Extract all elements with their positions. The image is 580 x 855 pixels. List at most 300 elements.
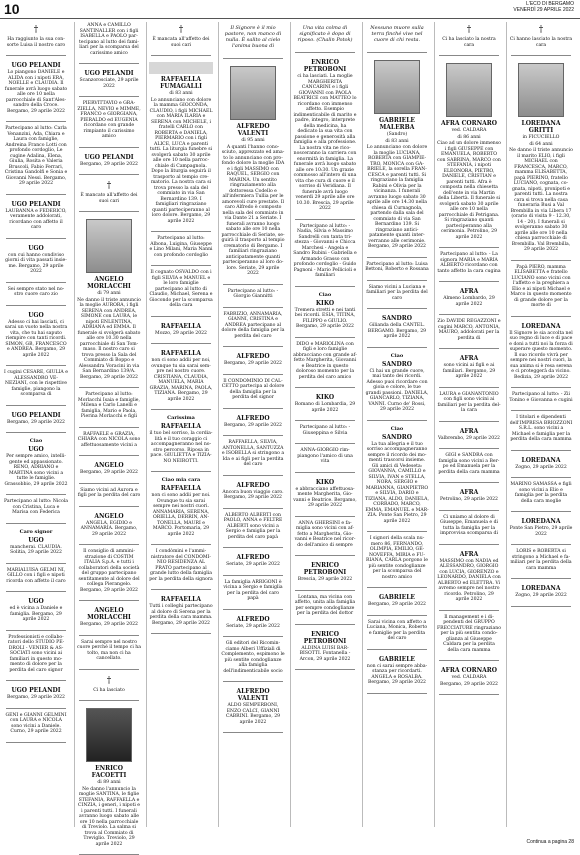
- divider: [79, 427, 139, 428]
- notice-text: ANNA e CAMILLO SANTINALLER con i figli ISABELLA e PAOLO partecipano al lutto dei familiari per la scomparsa del carissimo amico: [79, 23, 139, 56]
- divider: [79, 483, 139, 484]
- divider: [295, 337, 355, 338]
- obituary-notice: [507, 582, 575, 603]
- notice-text: ANNA-GIORGIO rimpiangono l'amico di una vita: [297, 448, 353, 464]
- obituary-notice: [219, 512, 287, 545]
- deceased-name: ANGELO MORLACCHI: [87, 276, 131, 290]
- obituary-notice: [291, 424, 359, 440]
- divider: [151, 55, 211, 56]
- obituary-notice: [291, 391, 359, 417]
- divider: [223, 307, 283, 308]
- obituary-notice: [2, 527, 70, 560]
- continue-label: Continua a pagina 28: [526, 839, 574, 845]
- obituary-notice: [147, 593, 215, 630]
- notice-text: Brescia, 29 aprile 2022: [297, 577, 353, 582]
- name-detail: di 95 anni: [241, 138, 265, 143]
- obituary-notice: [363, 312, 431, 344]
- salutation: Ciao mia cara: [161, 477, 201, 483]
- obituary-notice: [75, 22, 143, 60]
- divider: [151, 633, 211, 634]
- obituary-notice: [2, 125, 70, 191]
- notice-text: e abbracciano affettuosamente Margherita, Giovanni e Beatrice. Bergamo, 29 aprile 2022: [293, 486, 357, 508]
- cross-icon: †: [466, 25, 472, 35]
- deceased-name: UGO PELANDI: [11, 62, 61, 69]
- deceased-name: KIKO: [315, 299, 335, 307]
- deceased-name: ENRICO PETROBONI: [303, 59, 347, 73]
- age-detail: di 64 anni: [529, 141, 553, 147]
- divider: [295, 420, 355, 421]
- obituary-notice: [147, 413, 215, 468]
- column-1: [2, 22, 70, 827]
- notice-text: il tuo bel sorriso, la cordialità e il tuo coraggio ci accompagneranno nel nostro percorso. Riposa in pace. GIULIETTA e TIZIANO NEIROTTI.: [149, 431, 213, 464]
- notice-text: La tua allegria e il tuo sorriso accompagneranno sempre il ricordo dei momenti trascorsi insieme. Gli amici di Vedeseta: GIOVANNA, CAMILLO e SILVIA, IVAN e STELLA, NORA, SERGIO e MARIANNA, GIANPIETRO e SILVIA, DARIO e TIZIANA, ALDO, DANIELA, CORRADO, MARCO, EMMA, EMANUEL e MARZIA. Ponte San Pietro, 29 aprile 2022: [365, 441, 429, 524]
- deceased-name: ENRICO PETROBONI: [303, 562, 347, 576]
- notice-text: Seriate, 29 aprile 2022: [226, 623, 280, 629]
- cross-icon: †: [106, 675, 112, 686]
- notice-text: ci ha lasciati. La moglie MARGHERITA CANCARINI e i figli GIOVANNI con PAOLA BEATRICE con MATTEO lo ricordano con immenso affetto. Esempio indimenticabile di marito e padre, integro, interprete della medicina, ha dedicato la sua vita con passione e generosità alla famiglia e alla professione. La nostra vita ne riconosceranno la carriera con enormità in famiglia. La funerale avrà luogo sabato alle ore 10:30. Un grazie commosso all'intero di una vita che cura di cuore e il sorriso di Veridiana. Il funerale avrà luogo venerdì 29 aprile alle ore 10.30. Brescia, 29 aprile 2022: [293, 74, 357, 211]
- notice-text: ALDINA LUISI BARBISOTTI. Fontanella - Arcon, 29 aprile 2022: [299, 645, 351, 662]
- deceased-name: GABRIELE: [378, 594, 415, 601]
- notice-text: La famiglia ARRIGONI è vicina a Sergio e famiglia per la perdita del caro papà: [223, 579, 283, 601]
- notice-text: Bergamo, 29 aprile 2022: [79, 161, 138, 167]
- divider: [295, 669, 355, 670]
- deceased-name: AFRA: [459, 427, 479, 435]
- obituary-notice: [219, 288, 287, 304]
- obituary-notice: [147, 269, 215, 313]
- salutation: Ciao: [29, 438, 43, 444]
- obituary-notice: [291, 520, 359, 553]
- obituary-notice: [2, 409, 70, 430]
- notice-text: Zio DAVIDE REGAZZONI e cugini MARCO, ANTONIA, MAURO, addolorati per la perdita di: [437, 319, 501, 341]
- obituary-notice: [507, 391, 575, 407]
- notice-text: Lo annunciano con dolore la mamma GIOCONDA, CLAUDIO, i figli MICHAEL con MARIA ILARIA e SERENA con MICHELE, i fratelli CARLO con ROBERTA e DANIELA, PIERMARIO con i figli ALICE, LUCA e parenti tutti. La liturgia funebre si svolgerà sabato 30 aprile alle ore 10 nella parrocchiale di Campagnola. Dopo la liturgia seguirà il trasporto al tempio crematorio. La nostra cara si trova presso la sala del commiato in via San Bernardino 139. I famigliari ringraziano quanti parteciperanno al loro dolore. Bergamo, 29 aprile 2022: [149, 97, 213, 224]
- deceased-name: ALFREDO: [236, 481, 270, 489]
- divider: [295, 443, 355, 444]
- obituary-notice: [507, 59, 575, 257]
- divider: [439, 314, 499, 315]
- deceased-name: KIKO: [315, 478, 335, 486]
- obituary-notice: [75, 391, 143, 424]
- notice-text: Lontana, ma vicina con affetto, unita alla famiglia per sempre condoglianze per la perdita del dottor: [294, 594, 356, 616]
- obituary-notice: [219, 311, 287, 344]
- divider: [79, 147, 139, 148]
- divider: [79, 63, 139, 64]
- notice-text: È mancato all'affetto dei suoi cari: [80, 193, 138, 204]
- notice-text: Bergamo, 29 aprile 2022: [223, 422, 282, 428]
- divider: [295, 52, 355, 53]
- divider: [6, 742, 66, 743]
- divider: [223, 374, 283, 375]
- notice-text: con cui hanno condiviso giorni di vita passati insieme. Bergamo, 29 aprile 2022: [5, 252, 67, 274]
- obituary-notice: [75, 67, 143, 93]
- divider: [223, 732, 283, 733]
- obituary-notice: [2, 498, 70, 520]
- notice-text: Partecipano al lutto: - Nadia, Silvia e Massimo Sandrelli con tanta tristezza - Giovanni e Chicca Marchesi - Angela e Sandro Rubini - Gabriella e Armando Grasso con profondo cordoglio - Guido Pagnoni - Mario Pellicioli e familiari: [293, 223, 357, 278]
- divider: [79, 600, 139, 601]
- page-header: [0, 0, 580, 19]
- divider: [6, 523, 66, 524]
- notice-text: Bergamo, 29 aprile 2022: [79, 470, 138, 475]
- divider: [511, 410, 571, 411]
- deceased-name: LOREDANA: [521, 518, 561, 525]
- divider: [79, 96, 139, 97]
- deceased-name: AFRA CORNARO: [441, 667, 497, 674]
- notice-text: Partecipano al lutto: Morlacchi Isaia e famiglie, Milena e Carlo Lanelli e famiglia, Mario e Paola, Pierina Morlacchi e figli: [78, 392, 140, 419]
- obituary-notice: [75, 548, 143, 597]
- epigraph: Il Signore è il mio pastore, non manco di nulla. È salito al cielo l'anima buona di: [224, 25, 282, 49]
- deceased-name: LOREDANA: [521, 322, 561, 330]
- divider: [223, 609, 283, 610]
- obituary-notice: [2, 198, 70, 235]
- divider: [295, 590, 355, 591]
- deceased-name: SANDRO: [382, 360, 412, 368]
- column-6: [362, 22, 431, 827]
- divider: [367, 531, 427, 532]
- cross-icon: †: [106, 181, 112, 191]
- divider: [439, 482, 499, 483]
- obituary-notice: [291, 447, 359, 469]
- notice-text: Bergamo, 29 aprile 2022: [79, 622, 138, 627]
- notice-text: Petrolino, 29 aprile 2022: [440, 497, 498, 502]
- notice-text: MARIALUISA GELMI NI, GILLO con i figli e nipoti ricorda con affetto il caro: [6, 567, 66, 584]
- divider: [223, 681, 283, 682]
- divider: [6, 591, 66, 592]
- obituary-notice: [219, 640, 287, 678]
- notice-text: Ha raggiunto la sua consorte Luisa il nostro caro: [6, 37, 66, 48]
- obituary-notice: [435, 548, 503, 607]
- deceased-name: KIKO: [315, 394, 335, 401]
- notice-text: ANNA GHERSINI e famiglia sono vicini con affetto a Margherita, Giovanni e Beatrice nel ricordo dell'amico di sempre: [294, 520, 356, 548]
- divider: [511, 316, 571, 317]
- divider: [367, 52, 427, 53]
- obituary-notice: [507, 481, 575, 508]
- divider: [439, 387, 499, 388]
- deceased-name: SANDRO: [382, 433, 412, 441]
- deceased-name: ALFREDO: [236, 615, 270, 623]
- divider: [511, 260, 571, 261]
- divider: [439, 247, 499, 248]
- obituary-notice: [507, 320, 575, 385]
- deceased-name: UGO: [28, 311, 44, 319]
- obituary-notice: [291, 628, 359, 667]
- name-detail: (Sandro): [386, 132, 408, 137]
- notice-text: ALDO SEMPERBONI, ENZO CALCI, GIANNI CABRINI. Bergamo, 29 aprile 2022: [225, 703, 281, 725]
- notice-text: Gli editori del Ricominciamo Alberi Uffiziali di Complemento, espimono le più sentite condoglianze alla famiglia dell'indimenticabile socio: [221, 641, 285, 674]
- obituary-notice: [291, 476, 359, 513]
- obituary-notice: [507, 548, 575, 575]
- divider: [151, 265, 211, 266]
- obituary-notice: [435, 251, 503, 278]
- obituary-notice: [435, 318, 503, 345]
- obituary-notice: [2, 684, 70, 705]
- deceased-name: RAFFAELLA: [160, 485, 202, 492]
- obituary-notice: [147, 22, 215, 52]
- deceased-name: UGO PELANDI: [11, 411, 61, 419]
- deceased-name: ENRICO FACOETTI: [91, 765, 127, 779]
- obituary-notice: [363, 619, 431, 646]
- notice-text: Bergamo, 29 aprile 2022: [6, 695, 65, 700]
- obituary-notice: [507, 414, 575, 447]
- divider: [6, 630, 66, 631]
- portrait-photo: [374, 60, 420, 114]
- deceased-name: SANDRO: [382, 315, 412, 322]
- notice-text: MARINO SAMASSA e figli sono vicini a Elio e famiglia per la perdita della cara moglie: [510, 482, 572, 504]
- deceased-name: LOREDANA: [521, 456, 561, 464]
- notice-text: Almeno Lombardo, 29 aprile 2022: [443, 296, 495, 307]
- divider: [295, 387, 355, 388]
- divider: [6, 432, 66, 433]
- divider: [151, 343, 211, 344]
- column-3: [146, 22, 215, 827]
- obituary-notice: [363, 653, 431, 690]
- obituary-notice: [75, 510, 143, 542]
- deceased-name: UGO PELANDI: [11, 687, 61, 694]
- notice-text: Scanzorosciate, 29 aprile 2022: [79, 78, 139, 89]
- divider: [511, 477, 571, 478]
- notice-text: Sei sempre stato nel nostro cuore caro zio: [7, 286, 65, 297]
- deceased-name: AFRA: [459, 550, 479, 558]
- notice-text: È mancata all'affetto dei suoi cari: [152, 37, 210, 48]
- notice-text: Partecipano al lutto: - Giuseppina e Silvia: [299, 425, 351, 436]
- salutation: Ciao: [390, 425, 404, 432]
- notice-text: Ci ha lasciato: [93, 687, 125, 693]
- obituary-notice: [435, 664, 503, 691]
- divider: [223, 284, 283, 285]
- obituary-notice: [2, 712, 70, 739]
- deceased-name: GABRIELE: [378, 655, 415, 663]
- divider: [223, 636, 283, 637]
- divider: [223, 547, 283, 548]
- obituary-notice: [219, 22, 287, 55]
- obituary-notice: [291, 56, 359, 216]
- notice-text: ANGELA, EGIDIO e ANNAMARIA. Bergamo, 29 aprile 2022: [80, 520, 138, 537]
- divider: [151, 409, 211, 410]
- divider: [367, 308, 427, 309]
- notice-text: Ne danno il triste annuncio il marito ELIO, i figli MICHAEL con FRANCESCA, MARCO, mamma ELISABETTA, papà PIERINO, fratello LUCIANO, cognata, cognata, nipoti, pronipoti e parenti tutti. La nostra cara si trova nella casa funeraria Busi a Val Brembilla in via Libera 17 (orario di visita 9 - 12.30, 14 - 20). I funerali si svolgeranno sabato 30 aprile alle ore 10 nella chiesa parrocchiale di Brembilla. Val Brembilla, 29 aprile 2022: [509, 148, 573, 252]
- page-number: 10: [4, 1, 20, 17]
- divider: [439, 694, 499, 695]
- obituary-notice: [75, 100, 143, 144]
- obituary-notice: [147, 548, 215, 586]
- deceased-name: LOREDANA GRITTI: [521, 120, 561, 134]
- obituary-notice: [75, 178, 143, 208]
- divider: [439, 510, 499, 511]
- deceased-name: RAFFAELLA: [160, 322, 202, 330]
- divider: [511, 55, 571, 56]
- obituary-notice: [435, 59, 503, 244]
- obituary-notice: [75, 604, 143, 632]
- obituary-notice: [363, 424, 431, 529]
- divider: [511, 578, 571, 579]
- divider: [6, 121, 66, 122]
- divider: [6, 194, 66, 195]
- obituary-notice: [435, 514, 503, 541]
- obituary-notice: [75, 639, 143, 666]
- obituary-notice: [2, 286, 70, 302]
- notice-text: FABRIZIO, ANNAMARIA, GIANNI, CRISTINA e ANDREA partecipano al dolore della famiglia per la perdita del caro: [221, 311, 285, 339]
- obituary-notice: [2, 369, 70, 402]
- divider: [6, 563, 66, 564]
- notice-text: Bergamo, 29 aprile 2022: [223, 361, 282, 366]
- notice-text: Siamo vicini ad Aurora e figli per la perdita del caro: [77, 487, 141, 498]
- obituary-notice: [435, 452, 503, 479]
- portrait-photo: [86, 708, 132, 762]
- name-detail: di 79 anni: [97, 291, 121, 296]
- notice-text: Partecipano al lutto: Luisa Bettoni, Roberto e Rossana: [365, 261, 429, 272]
- obituary-notice: [147, 347, 215, 406]
- deceased-name: UGO: [28, 598, 44, 605]
- name-detail: di 89 anni: [97, 780, 121, 785]
- divider: [151, 589, 211, 590]
- obituary-notice: [2, 595, 70, 627]
- obituary-notice: [75, 215, 143, 384]
- deceased-name: ANGELO: [94, 462, 124, 469]
- epigraph: Nessuno muore sulla terra finché vive nel cuore di chi resta.: [370, 25, 424, 43]
- notice-text: Sarai sempre nel nostro cuore perché il tempo ci ha tolto, ma non ci ha cancellato.: [77, 639, 141, 661]
- notice-text: non ci sono addii per noi. Ovunque tu sia sarai sempre nei nostri cuori. ANNAMARIA, SERENA, ORIELLA, DERRIN, ANTONELLA, MAURI e MARCO. Portomaria, 29 aprile 2022: [151, 493, 211, 537]
- epigraph: Una vita colma di significato è dopo di riposo. (Chalin Potok): [297, 25, 353, 43]
- deceased-name: ENRICO PETROBONI: [303, 630, 347, 645]
- portrait-photo: [446, 63, 492, 117]
- column-7: [434, 22, 503, 827]
- divider: [151, 471, 211, 472]
- divider: [223, 475, 283, 476]
- deceased-name: ALFREDO: [236, 353, 270, 360]
- obituary-notice: [2, 634, 70, 678]
- obituary-notice: [363, 56, 431, 254]
- obituary-notice: [363, 351, 431, 417]
- notice-text: Il management e i dipendenti del GRUPPO FRECCIATURE ringraziano per la più sentita condoglianza al Giuseppe Caldara per la perdita della cara mamma: [437, 614, 501, 653]
- notice-text: LAURA e GIANANTONIO con figli sono vicini ai familiari per la perdita della cara: [437, 391, 501, 413]
- deceased-name: AFRA: [459, 489, 479, 496]
- name-detail: ved. CALDARA: [451, 128, 487, 133]
- obituary-notice: [219, 378, 287, 405]
- notice-text: Il Signore le sia accolta nel suo regno di luce e di pace e doni a tutti noi la forza di superare questo momento. Il suo ricordo vivrà per sempre nei nostri cuori, la sua anima si è resa serena e ci proteggerà da vicino. Bedizia, 29 aprile 2022: [509, 330, 573, 380]
- notice-text: Partecipano al lutto: - Zii Tonino e Giovanna e cugini: [509, 392, 573, 403]
- notice-text: RAFFAELE e GRAZIA, CHIARA con NICOLA sono affettuosamente vicini a: [77, 431, 141, 448]
- divider: [367, 587, 427, 588]
- name-detail: di 83 anni: [169, 91, 193, 96]
- notice-text: Partecipano al lutto: - La signora MARIA e MARIA ALBERTO ricordano con tanto affetto la cara cugina: [437, 252, 501, 274]
- notice-text: Il cognato OSVALDO con i figli SILVIA e MANUEL e le loro famiglie partecipano al lutto di Claudio, Michael, Serena e Giocondo per la scomparsa della cara: [149, 270, 213, 308]
- divider: [439, 281, 499, 282]
- divider: [295, 555, 355, 556]
- obituary-notice: [75, 431, 143, 453]
- deceased-name: UGO: [28, 446, 44, 453]
- deceased-name: ANGELO: [94, 512, 124, 520]
- divider: [151, 544, 211, 545]
- column-8: [506, 22, 575, 827]
- obituary-notice: [291, 594, 359, 621]
- divider: [295, 286, 355, 287]
- notice-text: LORIS e ROBERTA si stringono a Michael e familiari per la perdita della cara mamma: [510, 549, 572, 571]
- deceased-name: GABRIELE MALERBA: [378, 117, 415, 131]
- divider: [6, 365, 66, 366]
- divider: [79, 211, 139, 212]
- salutation: Carissima: [167, 415, 195, 421]
- notice-text: Ne danno l'annuncio la moglie SANTINA, le figlie STEFANIA, RAFFAELLA e CINZIA, i generi, i nipoti e i parenti tutti. I funerali avranno luogo sabato alle ore 10 nella parrocchiale di Treviolo. La salma si trova al Commiato di Treviglio. Treviolo, 29 aprile 2022: [77, 786, 140, 847]
- notice-text: Il consiglio di amministrazione di COSTIM ITALIA S.p.A. e tutti i collaboratori della società del gruppo partecipano sentitamente al dolore del collega Pierangelo. Bergamo, 29 aprile 2022: [78, 549, 140, 593]
- deceased-name: ALFREDO VALENTI: [236, 123, 270, 137]
- divider: [439, 55, 499, 56]
- notice-text: Ci hanno lasciato la nostra cara: [509, 37, 573, 48]
- obituary-notice: [291, 559, 359, 587]
- notice-text: ed è vicina a Daniele e famiglia. Bergamo, 29 aprile 2022: [9, 606, 63, 622]
- obituary-notice: [147, 235, 215, 262]
- deceased-name: UGO: [28, 536, 44, 544]
- divider: [439, 348, 499, 349]
- masthead: [513, 1, 574, 13]
- name-detail: in FICUCIELLO: [522, 135, 560, 140]
- notice-text: ALBERTO ALBERTI con PAOLO, ANNA e FELTRE ALBERTI sono vicini a Sergio e famiglia per la perdita del caro papà: [223, 512, 283, 540]
- notice-text: Papà PIERO, mamma ELISABETTA e fratello LUCIANO sono vicini con l'affetto e la preghiera a Elio e ai nipoti Michael e Marco in questo momento di grande dolore per la morte di: [510, 264, 572, 308]
- cross-icon: †: [33, 25, 39, 35]
- divider: [367, 280, 427, 281]
- divider: [6, 405, 66, 406]
- obituary-notice: [147, 320, 215, 341]
- notice-text: Mozzo, 29 aprile 2022: [155, 330, 207, 336]
- notice-text: Ciao ad un dolore immenso i figli GIUSEPPE con EMANUELA, ROBERTO con SABRINA, MARCO con STEFANIA, i nipoti ELEONORA, PIETRO, DANIELE, CRISTIAN e parenti tutti. Afra è composta nella chiesetta dell'ente in via Martin della Libertà. Il funerale si svolgerà sabato 30 aprile alle ore 10 nella parrocchiale di Petrigana. Si ringraziano quanti parteciperanno alla cerimonia. Petrolino, 29 aprile 2022: [437, 141, 501, 240]
- obituary-notice: [435, 22, 503, 52]
- notice-text: MASSIMO con NADIA ed ALESSANDRO, GIORGIO con LUCIA, GIORENZO e LEONARDO, DANIELA con ALBERTO ed ELETTRA. Vi avremo sempre nel nostro ricordo. Petrolino, 29 aprile 2022: [437, 558, 501, 602]
- obituary-notice: [147, 475, 215, 541]
- cross-icon: †: [538, 25, 544, 35]
- obituary-notice: [2, 22, 70, 52]
- age-detail: di 83 anni: [385, 138, 409, 144]
- divider: [295, 516, 355, 517]
- divider: [223, 58, 283, 59]
- obituary-notice: [2, 59, 70, 118]
- notice-text: Il CONDOMINIO DI CALCETTO partecipa al dolore della famiglia per la perdita del signor: [221, 378, 285, 400]
- deceased-name: ALFREDO: [236, 414, 270, 422]
- name-detail: ved. CALDARA: [451, 675, 487, 680]
- deceased-name: RAFFAELLA: [160, 350, 202, 357]
- notice-text: Ancora buon viaggio caro. Bergamo, 29 aprile 2022: [222, 489, 284, 500]
- notice-text: Valbrembo, 29 aprile 2022: [438, 435, 500, 441]
- obituary-notice: [75, 151, 143, 172]
- divider: [439, 610, 499, 611]
- divider: [223, 575, 283, 576]
- divider: [223, 435, 283, 436]
- divider: [79, 174, 139, 175]
- salutation: Caro signor: [19, 528, 53, 535]
- notice-text: Tutti i colleghi partecipano al dolore di Serena per la perdita della cara mamma. Bergamo, 29 aprile 2022: [149, 604, 213, 626]
- divider: [295, 624, 355, 625]
- obituary-notice: [219, 685, 287, 729]
- divider: [223, 346, 283, 347]
- divider: [295, 219, 355, 220]
- obituary-notice: [291, 290, 359, 334]
- divider: [223, 408, 283, 409]
- obituary-notice: [363, 261, 431, 277]
- deceased-name: RAFFAELLA: [160, 423, 202, 430]
- column-4: [218, 22, 287, 827]
- notice-text: Bergamo, 29 aprile 2022: [6, 419, 65, 425]
- deceased-name: UGO PELANDI: [11, 200, 61, 208]
- obituary-notice: [291, 223, 359, 283]
- divider: [6, 680, 66, 681]
- notice-text: LAUBANNA e FEDERICO, veramente addolorati, ricordano con affetto il caro: [5, 208, 67, 230]
- notice-text: Zogno, 29 aprile 2022: [515, 593, 567, 598]
- divider: [79, 635, 139, 636]
- portrait-photo: [86, 219, 132, 273]
- obituary-notice: [435, 425, 503, 446]
- notice-text: Ci hai un grande cuore, mai tanto dei ricordi. Adesso puoi ricordare con gioia e colore, le tue grandi passioni. DANIELA, GIANCARLO, TIZIANA, VANNI. Curno de' Rossi, 29 aprile 2022: [365, 368, 429, 412]
- divider: [439, 421, 499, 422]
- notice-text: Ne danno il triste annuncio la moglie AURORA, i figli SERENA con ANDREA, SIMONE con LAURA, le nipoti ENLENTINA, ADRIANA ed EMMA. Il funerale si svolgerà sabato alle ore 10.30 nella parrocchiale di San Tommaso. Il nostro caro si trova presso la Sala del Commiato di Boppo e Alessandra Voracini in via San Bernardino 139/A. Bergamo, 29 aprile 2022: [77, 297, 141, 380]
- divider: [367, 257, 427, 258]
- obituary-notice: [435, 352, 503, 384]
